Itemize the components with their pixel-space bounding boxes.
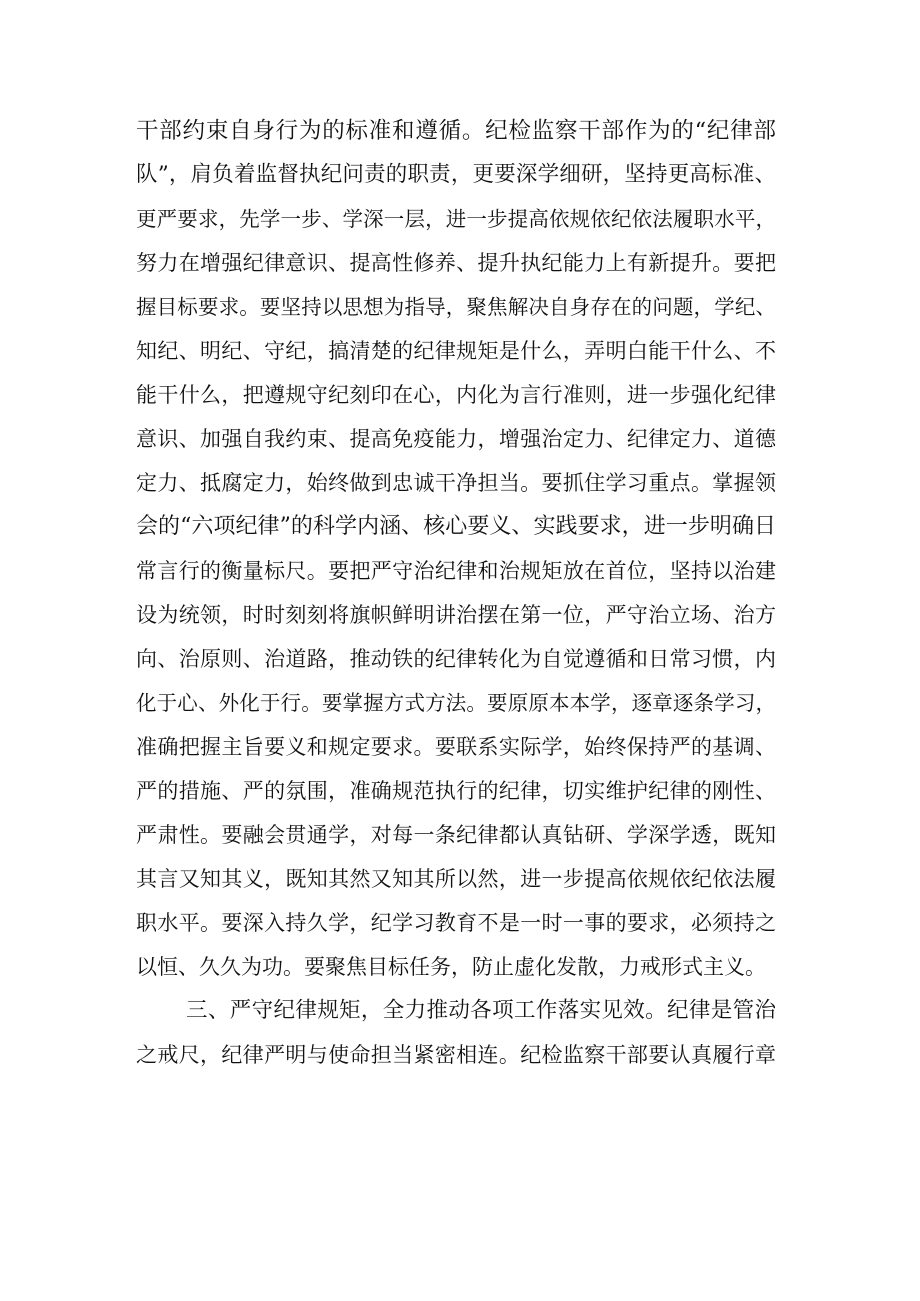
- paragraph-line: 之戒尺，纪律严明与使命担当紧密相连。纪检监察干部要认真履行章: [136, 1043, 776, 1067]
- paragraph-line: 化于心、外化于行。要掌握方式方法。要原原本本学，逐章逐条学习，: [136, 691, 776, 715]
- paragraph-line: 更严要求，先学一步、学深一层，进一步提高依规依纪依法履职水平，: [136, 207, 776, 231]
- paragraph-line: 常言行的衡量标尺。要把严守治纪律和治规矩放在首位，坚持以治建: [136, 559, 776, 583]
- paragraph-line: 干部约束自身行为的标准和遵循。纪检监察干部作为的“纪律部: [136, 118, 776, 144]
- paragraph-line: 严的措施、严的氛围，准确规范执行的纪律，切实维护纪律的刚性、: [136, 779, 776, 803]
- paragraph-line: 定力、抵腐定力，始终做到忠诚干净担当。要抓住学习重点。掌握领: [136, 471, 776, 495]
- section-heading-line: 三、严守纪律规矩，全力推动各项工作落实见效。纪律是管治: [186, 998, 776, 1023]
- paragraph-line: 能干什么，把遵规守纪刻印在心，内化为言行准则，进一步强化纪律: [136, 383, 776, 407]
- paragraph-line: 其言又知其义，既知其然又知其所以然，进一步提高依规依纪依法履: [136, 867, 776, 891]
- paragraph-line: 努力在增强纪律意识、提高性修养、提升执纪能力上有新提升。要把: [136, 251, 776, 275]
- paragraph-line: 准确把握主旨要义和规定要求。要联系实际学，始终保持严的基调、: [136, 735, 776, 759]
- paragraph-line: 知纪、明纪、守纪，搞清楚的纪律规矩是什么，弄明白能干什么、不: [136, 339, 776, 363]
- paragraph-line: 会的“六项纪律”的科学内涵、核心要义、实践要求，进一步明确日: [136, 514, 776, 539]
- paragraph-line: 职水平。要深入持久学，纪学习教育不是一时一事的要求，必须持之: [136, 911, 776, 935]
- paragraph-line: 意识、加强自我约束、提高免疫能力，增强治定力、纪律定力、道德: [136, 427, 776, 451]
- paragraph-line-last: 以恒、久久为功。要聚焦目标任务，防止虚化发散，力戒形式主义。: [136, 955, 766, 979]
- paragraph-line: 严肃性。要融会贯通学，对每一条纪律都认真钻研、学深学透，既知: [136, 823, 776, 847]
- paragraph-line: 队”，肩负着监督执纪问责的职责，更要深学细研，坚持更高标准、: [136, 162, 776, 187]
- paragraph-line: 握目标要求。要坚持以思想为指导，聚焦解决自身存在的问题，学纪、: [136, 295, 776, 319]
- paragraph-line: 设为统领，时时刻刻将旗帜鲜明讲治摆在第一位，严守治立场、治方: [136, 603, 776, 627]
- paragraph-line: 向、治原则、治道路，推动铁的纪律转化为自觉遵循和日常习惯，内: [136, 647, 776, 671]
